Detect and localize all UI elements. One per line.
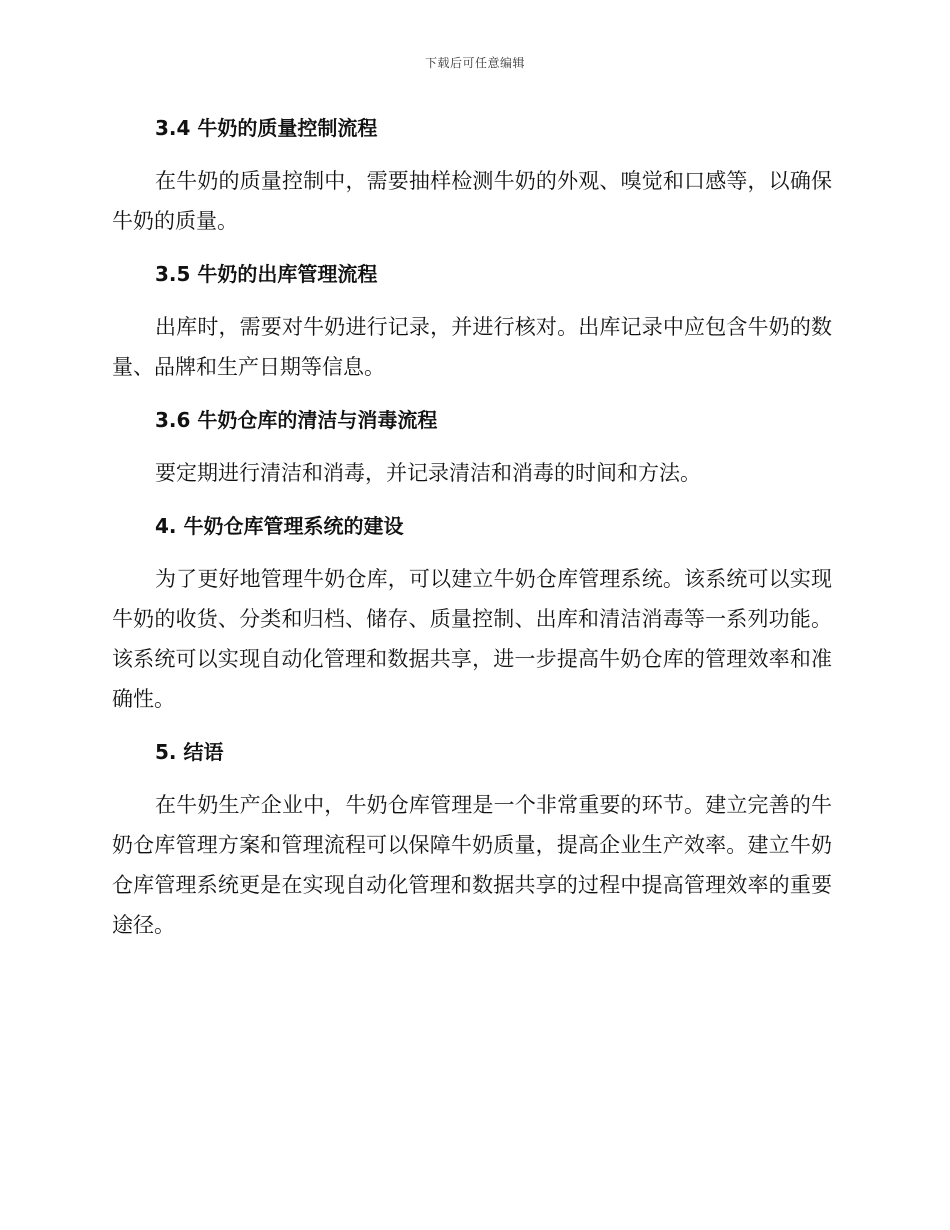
section-paragraph-3-5: 出库时，需要对牛奶进行记录，并进行核对。出库记录中应包含牛奶的数量、品牌和生产日期等信息。: [112, 315, 832, 379]
section-heading-3-4: 3.4 牛奶的质量控制流程: [155, 116, 378, 140]
document-body: [112, 108, 832, 945]
section-paragraph-5: 在牛奶生产企业中，牛奶仓库管理是一个非常重要的环节。建立完善的牛奶仓库管理方案和管理流程可以保障牛奶质量，提高企业生产效率。建立牛奶仓库管理系统更是在实现自动化管理和数据共享的过程中提高管理效率的重要途径。: [112, 793, 832, 937]
section-paragraph-4: 为了更好地管理牛奶仓库，可以建立牛奶仓库管理系统。该系统可以实现牛奶的收货、分类和归档、储存、质量控制、出库和清洁消毒等一系列功能。该系统可以实现自动化管理和数据共享，进一步提高牛奶仓库的管理效率和准确性。: [112, 567, 832, 711]
section-paragraph-3-4: 在牛奶的质量控制中，需要抽样检测牛奶的外观、嗅觉和口感等，以确保牛奶的质量。: [112, 169, 832, 233]
page-header-note: 下载后可任意编辑: [424, 56, 525, 70]
section-paragraph-3-6: 要定期进行清洁和消毒，并记录清洁和消毒的时间和方法。: [155, 461, 701, 485]
section-heading-3-6: 3.6 牛奶仓库的清洁与消毒流程: [155, 408, 438, 432]
section-heading-3-5: 3.5 牛奶的出库管理流程: [155, 262, 378, 286]
section-heading-4: 4. 牛奶仓库管理系统的建设: [155, 514, 404, 538]
section-heading-5: 5. 结语: [155, 740, 224, 764]
